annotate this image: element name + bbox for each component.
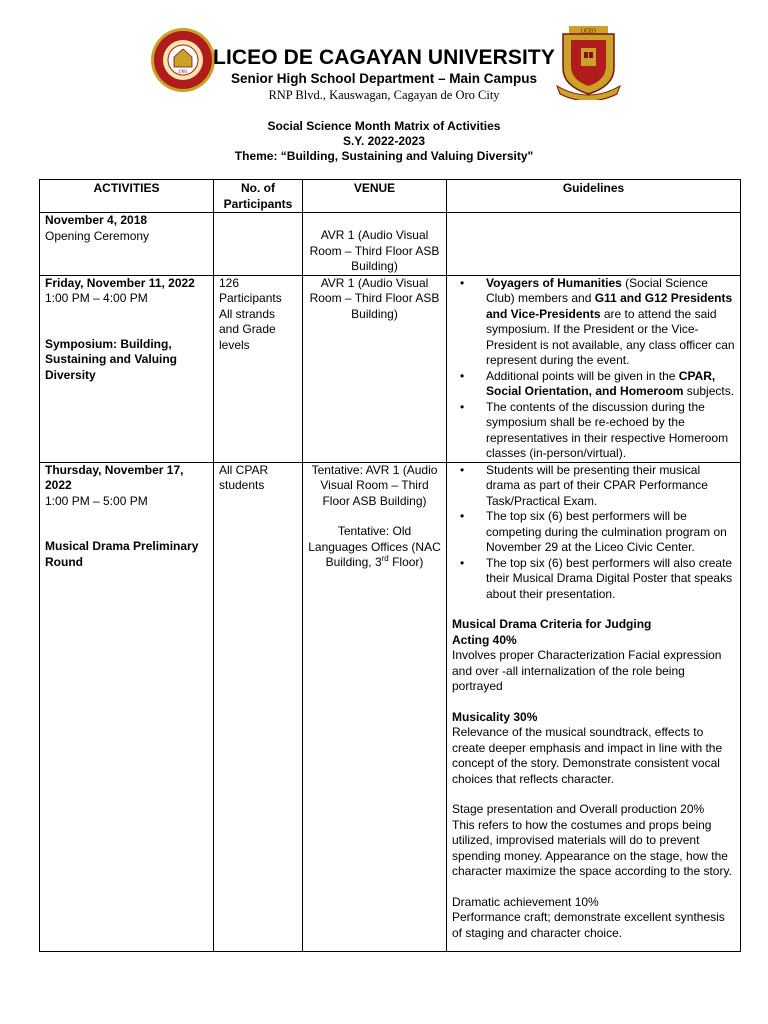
criteria-title: Musical Drama Criteria for Judging	[452, 617, 652, 631]
guidelines-list	[452, 463, 735, 603]
venue-cell: AVR 1 (Audio Visual Room – Third Floor ASB Building)	[303, 275, 447, 462]
activity-cell	[40, 275, 214, 462]
venue-cell	[303, 213, 447, 276]
header-activities: ACTIVITIES	[40, 180, 214, 213]
criterion-title: Stage presentation and Overall production 20%	[452, 802, 705, 816]
criterion-title: Acting 40%	[452, 632, 517, 647]
table-row	[40, 213, 741, 276]
criterion-text: Involves proper Characterization Facial expression and over -all internalization of the role being portrayed	[452, 648, 722, 693]
participants-cell: All CPAR students	[214, 462, 303, 951]
activity-date: November 4, 2018	[45, 213, 148, 227]
venue-text-alt: Tentative: Old Languages Offices (NAC Building, 3rd Floor)	[308, 524, 441, 569]
criterion-title: Dramatic achievement 10%	[452, 894, 599, 909]
activity-cell	[40, 213, 214, 276]
table-row	[40, 462, 741, 951]
list-item: • The top six (6) best performers will also create their Musical Drama Digital Poster that speaks about their presentation.	[486, 556, 735, 603]
header-participants: No. of Participants	[214, 180, 303, 213]
list-item: • Students will be presenting their musical drama as part of their CPAR Performance Task/Practical Exam.	[486, 463, 735, 510]
criterion-text: Performance craft; demonstrate excellent synthesis of staging and character choice.	[452, 910, 725, 940]
list-item: • Voyagers of Humanities (Social Science Club) members and G11 and G12 Presidents and Vice-Presidents are to attend the said symposium. If the President or the Vice-President is not available, any class officer can represent during the event.	[486, 276, 735, 369]
venue-text: AVR 1 (Audio Visual Room – Third Floor ASB Building)	[309, 228, 440, 273]
svg-text:1981: 1981	[178, 70, 188, 75]
activity-date: Thursday, November 17, 2022	[45, 462, 184, 492]
activities-matrix-table	[39, 179, 741, 952]
activity-name: Opening Ceremony	[45, 228, 150, 243]
table-row	[40, 275, 741, 462]
list-item: • The contents of the discussion during the symposium shall be re-echoed by the representatives in their respective Homeroom classes (in-person/virtual).	[486, 400, 735, 462]
criterion-text: This refers to how the costumes and props being utilized, improvised materials will do to prevent spending money. Appearance on the stage, how the character maximize the space according to the story.	[452, 817, 732, 878]
venue-text: Tentative: AVR 1 (Audio Visual Room – Third Floor ASB Building)	[311, 462, 438, 508]
guidelines-list	[452, 276, 735, 462]
activity-date: Friday, November 11, 2022	[45, 275, 195, 290]
activity-name: Musical Drama Preliminary Round	[45, 539, 199, 569]
activity-time: 1:00 PM – 5:00 PM	[45, 493, 148, 508]
activity-cell	[40, 462, 214, 951]
table-header-row	[40, 180, 741, 213]
activity-time: 1:00 PM – 4:00 PM	[45, 291, 148, 305]
guidelines-cell	[447, 213, 741, 276]
criterion-text: Relevance of the musical soundtrack, effects to create deeper emphasis and impact in line with the concept of the story. Demonstrate consistent vocal choices that reflects character.	[452, 725, 723, 786]
university-name: LICEO DE CAGAYAN UNIVERSITY	[213, 46, 555, 69]
list-item: • The top six (6) best performers will be competing during the culmination program on November 29 at the Liceo Civic Center.	[486, 509, 735, 556]
header-guidelines: Guidelines	[447, 180, 741, 213]
header-venue: VENUE	[303, 180, 447, 213]
guidelines-cell	[447, 462, 741, 951]
svg-text:LICEO: LICEO	[580, 28, 597, 35]
school-year: S.Y. 2022-2023	[342, 134, 426, 148]
theme: Theme: “Building, Sustaining and Valuing Diversity"	[234, 149, 534, 163]
participants-cell: 126 Participants All strands and Grade levels	[214, 275, 303, 462]
participants-cell	[214, 213, 303, 276]
activity-name: Symposium: Building, Sustaining and Valuing Diversity	[45, 336, 178, 382]
guidelines-cell	[447, 275, 741, 462]
department-name: Senior High School Department – Main Campus	[230, 71, 538, 86]
document-title: Social Science Month Matrix of Activities	[267, 119, 501, 133]
list-item: • Additional points will be given in the CPAR, Social Orientation, and Homeroom subjects.	[486, 369, 735, 400]
criterion-title: Musicality 30%	[452, 709, 538, 724]
venue-cell	[303, 462, 447, 951]
address: RNP Blvd., Kauswagan, Cagayan de Oro City	[268, 88, 500, 102]
